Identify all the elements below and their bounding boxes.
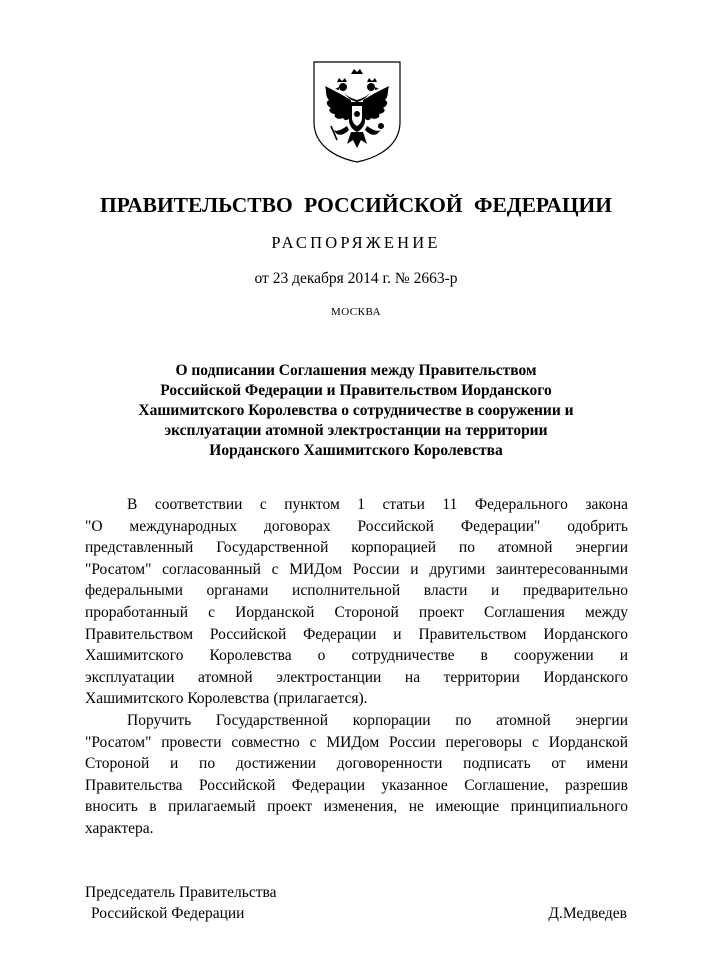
document-subject: [90, 361, 622, 461]
date-and-number: от 23 декабря 2014 г. № 2663-р: [254, 270, 458, 287]
subject-line: Иорданского Хашимитского Королевства: [209, 442, 503, 459]
body-line: характера.: [85, 819, 154, 837]
body-line: вносить в прилагаемый проект изменения, не имеющие принципиального: [85, 798, 628, 816]
document-body: [85, 494, 628, 840]
body-line: Стороной и по достижении договоренности подписать от имени: [85, 755, 628, 773]
document-type: РАСПОРЯЖЕНИЕ: [271, 233, 441, 252]
subject-line: Хашимитского Королевства о сотрудничестве в сооружении и: [138, 402, 574, 419]
coat-of-arms-icon: [311, 60, 403, 164]
position-line: Российской Федерации: [91, 905, 245, 922]
body-line: проработанный с Иорданской Стороной проект Соглашения между: [85, 603, 628, 621]
body-line: Правительства Российской Федерации указанное Соглашение, разрешив: [85, 776, 628, 794]
signatory-position: [85, 882, 277, 924]
paragraph-approve: [85, 494, 628, 710]
body-line: федеральными органами исполнительной власти и предварительно: [85, 582, 628, 600]
subject-line: эксплуатации атомной электростанции на территории: [164, 422, 548, 439]
body-line: Правительством Российской Федерации и Правительством Иорданского: [85, 625, 628, 643]
subject-line: Российской Федерации и Правительством Иорданского: [160, 382, 552, 399]
signatory-name: Д.Медведев: [548, 905, 627, 922]
body-line: Хашимитского Королевства о сотрудничестве в сооружении и: [85, 647, 628, 665]
body-line: представленный Государственной корпорацией по атомной энергии: [85, 539, 628, 557]
body-line: эксплуатации атомной электростанции на территории Иорданского: [85, 668, 628, 686]
city-label: МОСКВА: [330, 306, 382, 318]
position-line: Председатель Правительства: [85, 884, 277, 901]
body-line: Хашимитского Королевства (прилагается).: [85, 690, 368, 708]
body-line: В соответствии с пунктом 1 статьи 11 Федерального закона: [127, 496, 628, 513]
body-line: "Росатом" провести совместно с МИДом России переговоры с Иорданской: [85, 733, 628, 751]
body-line: "О международных договорах Российской Федерации" одобрить: [85, 517, 628, 535]
issuer-heading: ПРАВИТЕЛЬСТВО РОССИЙСКОЙ ФЕДЕРАЦИИ: [99, 193, 612, 217]
body-line: "Росатом" согласованный с МИДом России и другими заинтересованными: [85, 560, 628, 578]
subject-line: О подписании Соглашения между Правительством: [175, 362, 537, 379]
body-line: Поручить Государственной корпорации по атомной энергии: [127, 711, 628, 729]
paragraph-instruct: [85, 710, 628, 840]
